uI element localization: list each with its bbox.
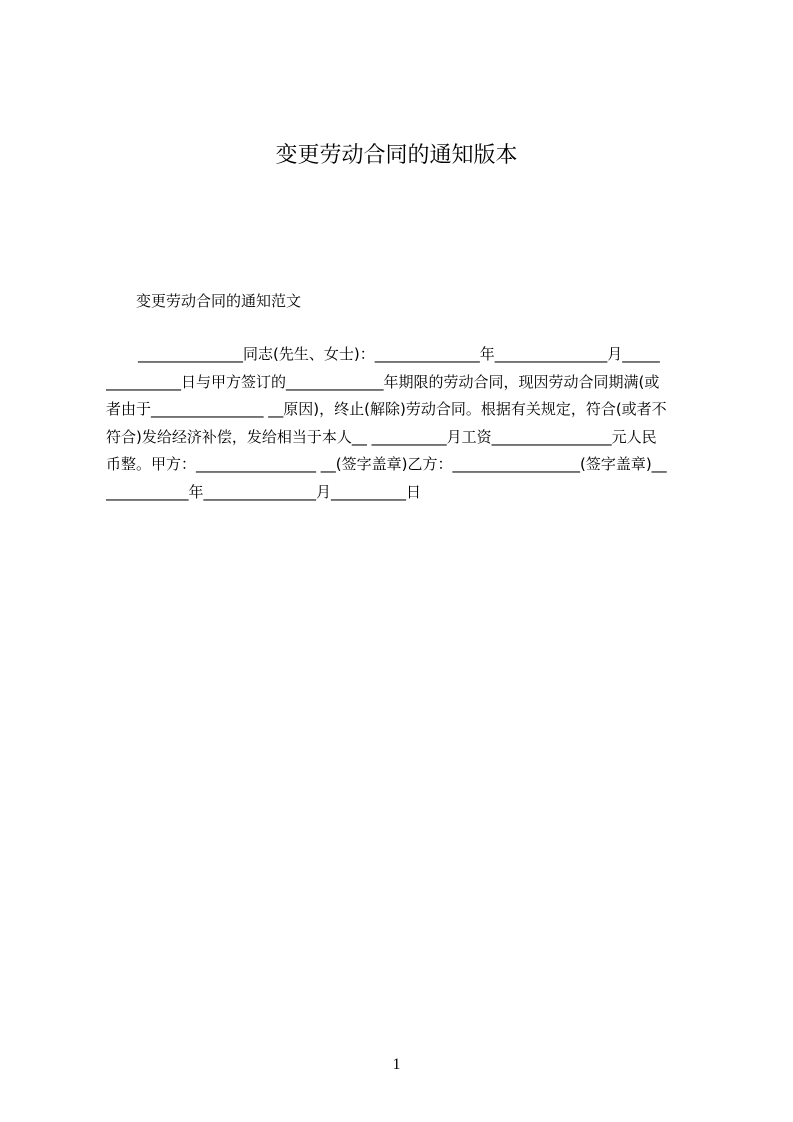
body-line-4: 符合)发给经济补偿，发给相当于本人__ __________月工资________________元人民	[106, 427, 657, 446]
body-line-1: ______________同志(先生、女士)：______________年_______________月_____	[138, 345, 660, 363]
document-subtitle: 变更劳动合同的通知范文	[136, 292, 302, 310]
body-line-6: ___________年_______________月__________日	[106, 482, 422, 501]
notice-body	[106, 341, 702, 506]
body-line-2: __________日与甲方签订的_____________年期限的劳动合同，现因劳动合同期满(或	[106, 372, 660, 391]
body-line-5: 币整。甲方：________________ __(签字盖章)乙方：_________________(签字盖章)__	[106, 455, 667, 473]
page-number: 1	[392, 1056, 401, 1073]
body-line-3: 者由于_______________ __原因)，终止(解除)劳动合同。根据有关规定，符合(或者不	[106, 400, 667, 418]
document-title: 变更劳动合同的通知版本	[275, 143, 518, 168]
